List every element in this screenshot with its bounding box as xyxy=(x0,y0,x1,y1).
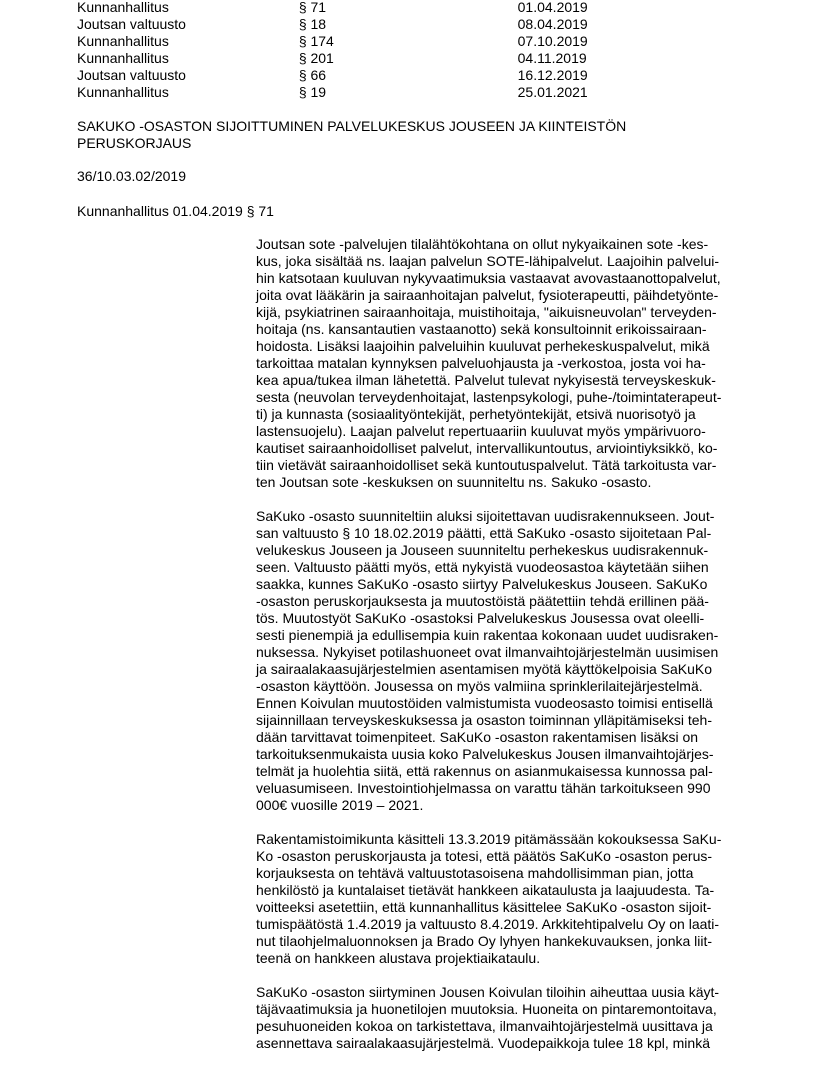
history-date: 25.01.2021 xyxy=(517,84,588,100)
history-date: 04.11.2019 xyxy=(517,50,587,66)
history-section: § 66 xyxy=(298,67,327,83)
body-text xyxy=(256,236,738,1069)
history-row xyxy=(77,50,637,67)
paragraph: SaKuko -osasto suunniteltiin aluksi sijoitettavan uudisrakennukseen. Jout- san valtuusto § 10 18.02.2019 päätti, että SaKuko -osasto sijoitetaan Pal- velukeskus Jouseen ja Jouseen suunniteltu perhekeskus uudisrakennuk- seen. Valtuusto päätti myös, että nykyistä vuodeosastoa käytetään siihen saakka, kunnes SaKuKo -osasto siirtyy Palvelukeskus Jouseen. SaKuKo -osaston peruskorjauksesta ja muutostöistä päätettiin tehdä erillinen pää- tös. Muutostyöt SaKuKo -osastoksi Palvelukeskus Jousessa ovat oleelli- sesti pienempiä ja edullisempia kuin rakentaa kokonaan uudet uudisraken- nuksessa. Nykyiset potilashuoneet ovat ilmanvaihtojärjestelmän uusimisen ja sairaalakaasujärjestelmien asentamisen myötä käyttökelpoisia SaKuKo -osaston käyttöön. Jousessa on myös valmiina sprinklerilaitejärjestelmä. Ennen Koivulan muutostöiden valmistumista vuodeosasto toimisi entisellä sijainnillaan terveyskeskuksessa ja osaston toiminnan ylläpitämiseksi teh- dään tarvittavat toimenpiteet. SaKuKo -osaston rakentamisen lisäksi on tarkoituksenmukaista uusia koko Palvelukeskus Jousen ilmanvaihtojärjes- telmät ja huolehtia siitä, että rakennus on asianmukaisessa kunnossa pal- veluasumiseen. Investointiohjelmassa on varattu tähän tarkoitukseen 990 000€ vuosille 2019 – 2021. xyxy=(256,508,719,813)
history-row xyxy=(77,84,637,101)
history-date: 01.04.2019 xyxy=(517,0,588,15)
history-row xyxy=(77,0,637,16)
history-body: Kunnanhallitus xyxy=(77,50,169,66)
history-row xyxy=(77,67,637,84)
paragraph: Rakentamistoimikunta käsitteli 13.3.2019 pitämässään kokouksessa SaKu- Ko -osaston peruskorjausta ja totesi, että päätös SaKuKo -osaston perus- korjauksesta on tehtävä valtuustotasoisena mahdollisimman pian, jotta henkilöstö ja kuntalaiset tietävät hankkeen aikataulusta ja laajuudesta. Ta- voitteeksi asetettiin, että kunnanhallitus käsittelee SaKuKo -osaston sijoit- tumispäätöstä 1.4.2019 ja valtuusto 8.4.2019. Arkkitehtipalvelu Oy on laati- nut tilaohjelmaluonnoksen ja Brado Oy lyhyen hankekuvauksen, jonka liit- teenä on hankkeen alustava projektiaikataulu. xyxy=(256,831,722,966)
history-body: Joutsan valtuusto xyxy=(77,16,186,32)
document-title: SAKUKO -OSASTON SIJOITTUMINEN PALVELUKESKUS JOUSEEN JA KIINTEISTÖN PERUSKORJAUS xyxy=(77,118,627,151)
history-date: 07.10.2019 xyxy=(517,33,588,49)
history-row xyxy=(77,16,637,33)
history-date: 16.12.2019 xyxy=(517,67,588,83)
diary-number: 36/10.03.02/2019 xyxy=(77,168,186,184)
paragraph: Joutsan sote -palvelujen tilalähtökohtana on ollut nykyaikainen sote -kes- kus, joka sisältää ns. laajan palvelun SOTE-lähipalvelut. Laajoihin palvelui- hin katsotaan kuuluvan nykyvaatimuksia vastaavat avovastaanottopalvelut, joita ovat lääkärin ja sairaanhoitajan palvelut, fysioterapeutti, päihdetyönte- kijä, psykiatrinen sairaanhoitaja, muistihoitaja, "aikuisneuvolan" terveyden- hoitaja (ns. kansantautien vastaanotto) sekä konsultoinnit erikoissairaan- hoidosta. Lisäksi laajoihin palveluihin kuuluvat perhekeskuspalvelut, mikä tarkoittaa matalan kynnyksen palveluohjausta ja -verkostoa, josta voi ha- kea apua/tukea ilman lähetettä. Palvelut tulevat nykyisestä terveyskeskuk- sesta (neuvolan terveydenhoitajat, lastenpsykologi, puhe-/toimintaterapeut- ti) ja kunnasta (sosiaalityöntekijät, perhetyöntekijät, etsivä nuorisotyö ja lastensuojelu). Laajan palvelut repertuaariin kuuluvat myös ympärivuoro- kautiset sairaanhoidolliset palvelut, intervallikuntoutus, arviointiyksikkö, ko- tiin vietävät sairaanhoidolliset sekä kuntoutuspalvelut. Tätä tarkoitusta var- ten Joutsan sote -keskuksen on suunniteltu ns. Sakuko -osasto. xyxy=(256,236,722,490)
history-date: 08.04.2019 xyxy=(517,16,588,32)
history-section: § 201 xyxy=(298,50,334,66)
history-body: Joutsan valtuusto xyxy=(77,67,186,83)
decision-history-table xyxy=(77,0,637,101)
history-section: § 174 xyxy=(298,33,334,49)
history-body: Kunnanhallitus xyxy=(77,0,169,15)
meeting-reference: Kunnanhallitus 01.04.2019 § 71 xyxy=(77,203,274,219)
paragraph: SaKuKo -osaston siirtyminen Jousen Koivulan tiloihin aiheuttaa uusia käyt- täjävaatimuksia ja huonetilojen muutoksia. Huoneita on pintaremontoitava, pesuhuoneiden kokoa on tarkistettava, ilmanvaihtojärjestelmä uusittava ja asennettava sairaalakaasujärjestelmä. Vuodepaikkoja tulee 18 kpl, minkä xyxy=(256,984,720,1051)
history-row xyxy=(77,33,637,50)
history-body: Kunnanhallitus xyxy=(77,33,169,49)
history-body: Kunnanhallitus xyxy=(77,84,169,100)
history-section: § 71 xyxy=(298,0,327,15)
history-section: § 19 xyxy=(298,84,327,100)
history-section: § 18 xyxy=(298,16,327,32)
